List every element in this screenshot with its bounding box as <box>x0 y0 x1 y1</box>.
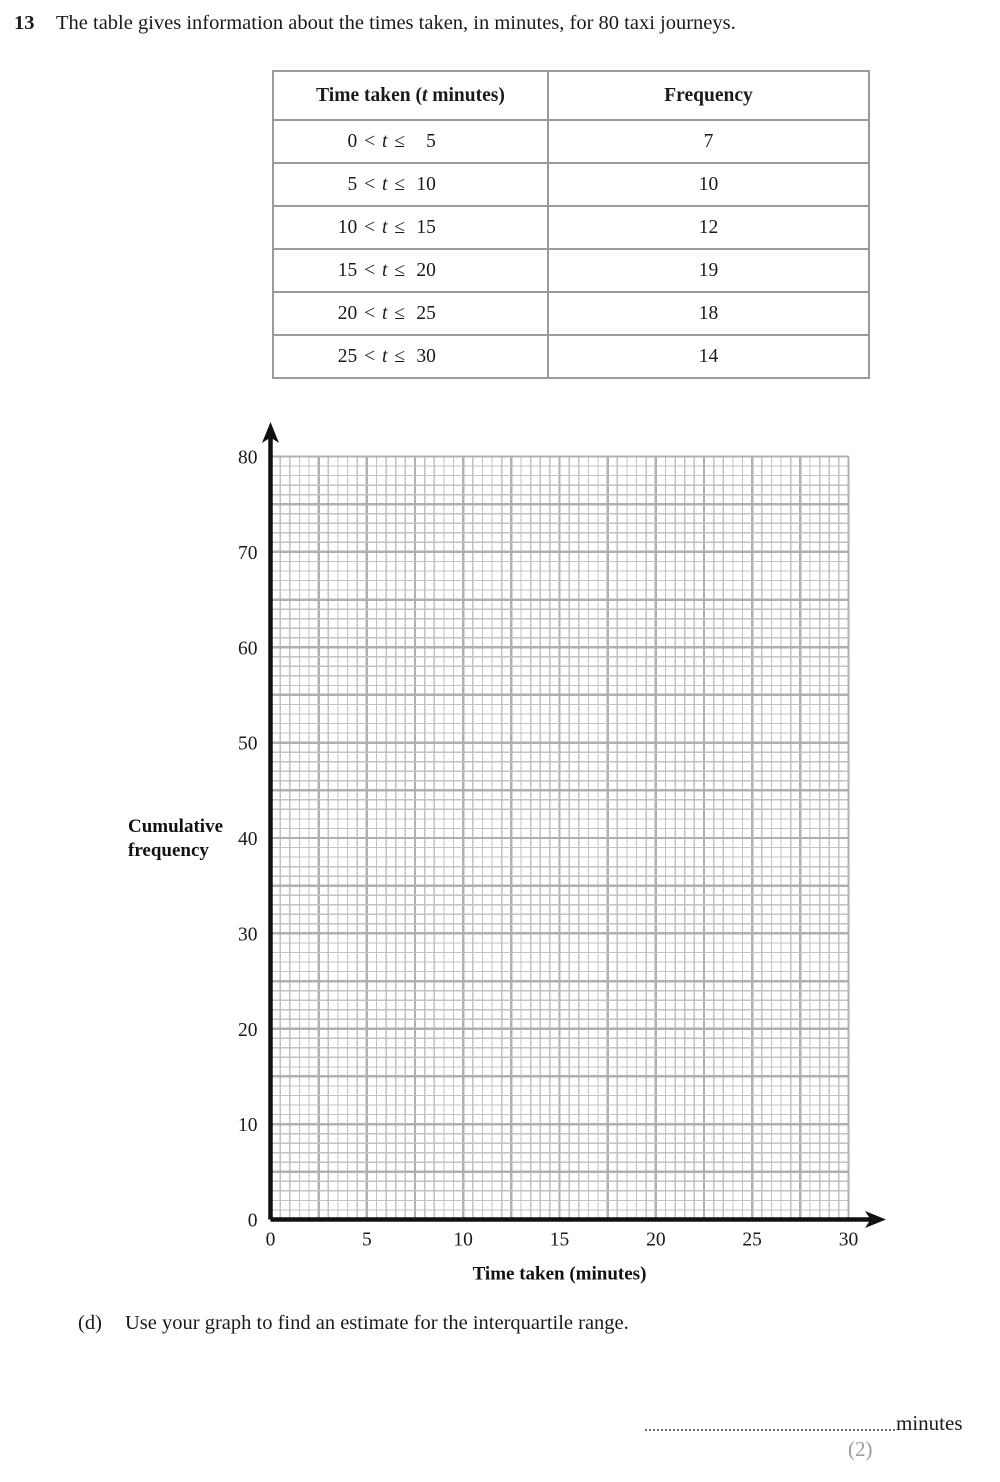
part-d <box>78 1310 629 1336</box>
x-tick-label: 30 <box>838 1229 859 1251</box>
table-row <box>273 249 869 292</box>
interval-op-lower: < <box>359 130 380 152</box>
y-tick-label: 60 <box>238 638 258 660</box>
y-tick-label: 0 <box>247 1210 258 1232</box>
interval-lower: 15 <box>337 259 358 281</box>
y-tick-label: 40 <box>238 829 258 850</box>
y-tick-label: 20 <box>238 1019 258 1041</box>
interval-variable: t <box>381 345 388 367</box>
interval-variable: t <box>381 259 388 281</box>
interval-upper: 10 <box>416 173 436 195</box>
interval-variable: t <box>381 216 388 238</box>
cell-frequency: 18 <box>548 292 869 335</box>
y-tick-label: 80 <box>238 447 258 469</box>
x-axis-title: Time taken (minutes) <box>472 1263 647 1285</box>
part-d-text: Use your graph to find an estimate for the interquartile range. <box>125 1312 629 1334</box>
cell-time-interval <box>273 335 548 378</box>
cell-time-interval <box>273 206 548 249</box>
x-tick-label: 20 <box>646 1229 666 1251</box>
answer-input-line[interactable] <box>645 1409 895 1431</box>
frequency-table <box>272 70 870 379</box>
interval-upper: 15 <box>416 216 436 238</box>
x-tick-label: 25 <box>742 1229 762 1251</box>
interval-op-lower: < <box>359 173 380 195</box>
cell-frequency: 19 <box>548 249 869 292</box>
interval-op-upper: ≤ <box>389 259 410 281</box>
interval-upper: 30 <box>416 345 436 367</box>
interval-upper: 20 <box>416 259 436 281</box>
answer-row <box>645 1404 985 1434</box>
y-axis-title-line1: Cumulative <box>128 816 223 837</box>
cell-time-interval <box>273 163 548 206</box>
graph-gridlines <box>271 457 849 1220</box>
question-stem <box>14 10 984 36</box>
x-tick-label: 0 <box>265 1229 276 1251</box>
y-axis-arrowhead <box>262 422 279 443</box>
interval-op-lower: < <box>359 259 380 281</box>
cell-frequency: 12 <box>548 206 869 249</box>
y-tick-label: 30 <box>238 924 258 946</box>
graph-tick-labels <box>238 448 858 1251</box>
answer-unit-label: minutes <box>896 1411 963 1435</box>
interval-variable: t <box>381 173 388 195</box>
x-tick-label: 15 <box>549 1229 570 1251</box>
table-row <box>273 335 869 378</box>
table-header-row <box>273 71 869 120</box>
table-body <box>273 120 869 378</box>
interval-variable: t <box>381 302 388 324</box>
table-row <box>273 206 869 249</box>
table-row <box>273 120 869 163</box>
question-text: The table gives information about the times taken, in minutes, for 80 taxi journeys. <box>56 12 736 34</box>
graph-axes <box>262 422 886 1228</box>
interval-op-lower: < <box>359 216 380 238</box>
interval-op-upper: ≤ <box>389 302 410 324</box>
column-header-frequency: Frequency <box>548 71 869 120</box>
cell-time-interval <box>273 120 548 163</box>
cell-frequency: 10 <box>548 163 869 206</box>
header-time-post: minutes) <box>427 84 505 106</box>
cell-time-interval <box>273 292 548 335</box>
interval-op-upper: ≤ <box>389 345 410 367</box>
interval-op-upper: ≤ <box>389 216 410 238</box>
question-number: 13 <box>14 12 35 34</box>
cell-frequency: 7 <box>548 120 869 163</box>
y-tick-label: 70 <box>238 542 258 564</box>
interval-variable: t <box>381 130 388 152</box>
interval-lower: 5 <box>347 173 358 195</box>
column-header-time-taken <box>273 71 548 120</box>
table-row <box>273 292 869 335</box>
y-axis-title-line2: frequency <box>128 840 209 861</box>
header-time-pre: Time taken ( <box>316 84 422 106</box>
plot-background <box>271 457 849 1220</box>
table-row <box>273 163 869 206</box>
interval-lower: 0 <box>347 130 358 152</box>
x-tick-label: 5 <box>361 1229 372 1251</box>
x-tick-label: 10 <box>453 1229 473 1251</box>
graph-axis-labels <box>128 816 646 1285</box>
interval-op-lower: < <box>359 345 380 367</box>
interval-lower: 20 <box>337 302 358 324</box>
interval-upper: 5 <box>426 130 436 152</box>
interval-op-upper: ≤ <box>389 173 410 195</box>
interval-op-upper: ≤ <box>389 130 410 152</box>
interval-op-lower: < <box>359 302 380 324</box>
interval-lower: 10 <box>337 216 358 238</box>
marks-available: (2) <box>848 1437 873 1461</box>
interval-lower: 25 <box>337 345 358 367</box>
interval-upper: 25 <box>416 302 436 324</box>
cell-frequency: 14 <box>548 335 869 378</box>
cell-time-interval <box>273 249 548 292</box>
header-time-var: t <box>421 84 428 106</box>
y-tick-label: 50 <box>238 733 258 755</box>
part-d-label: (d) <box>78 1312 102 1334</box>
y-tick-label: 10 <box>238 1115 258 1137</box>
x-axis-arrowhead <box>865 1211 886 1228</box>
